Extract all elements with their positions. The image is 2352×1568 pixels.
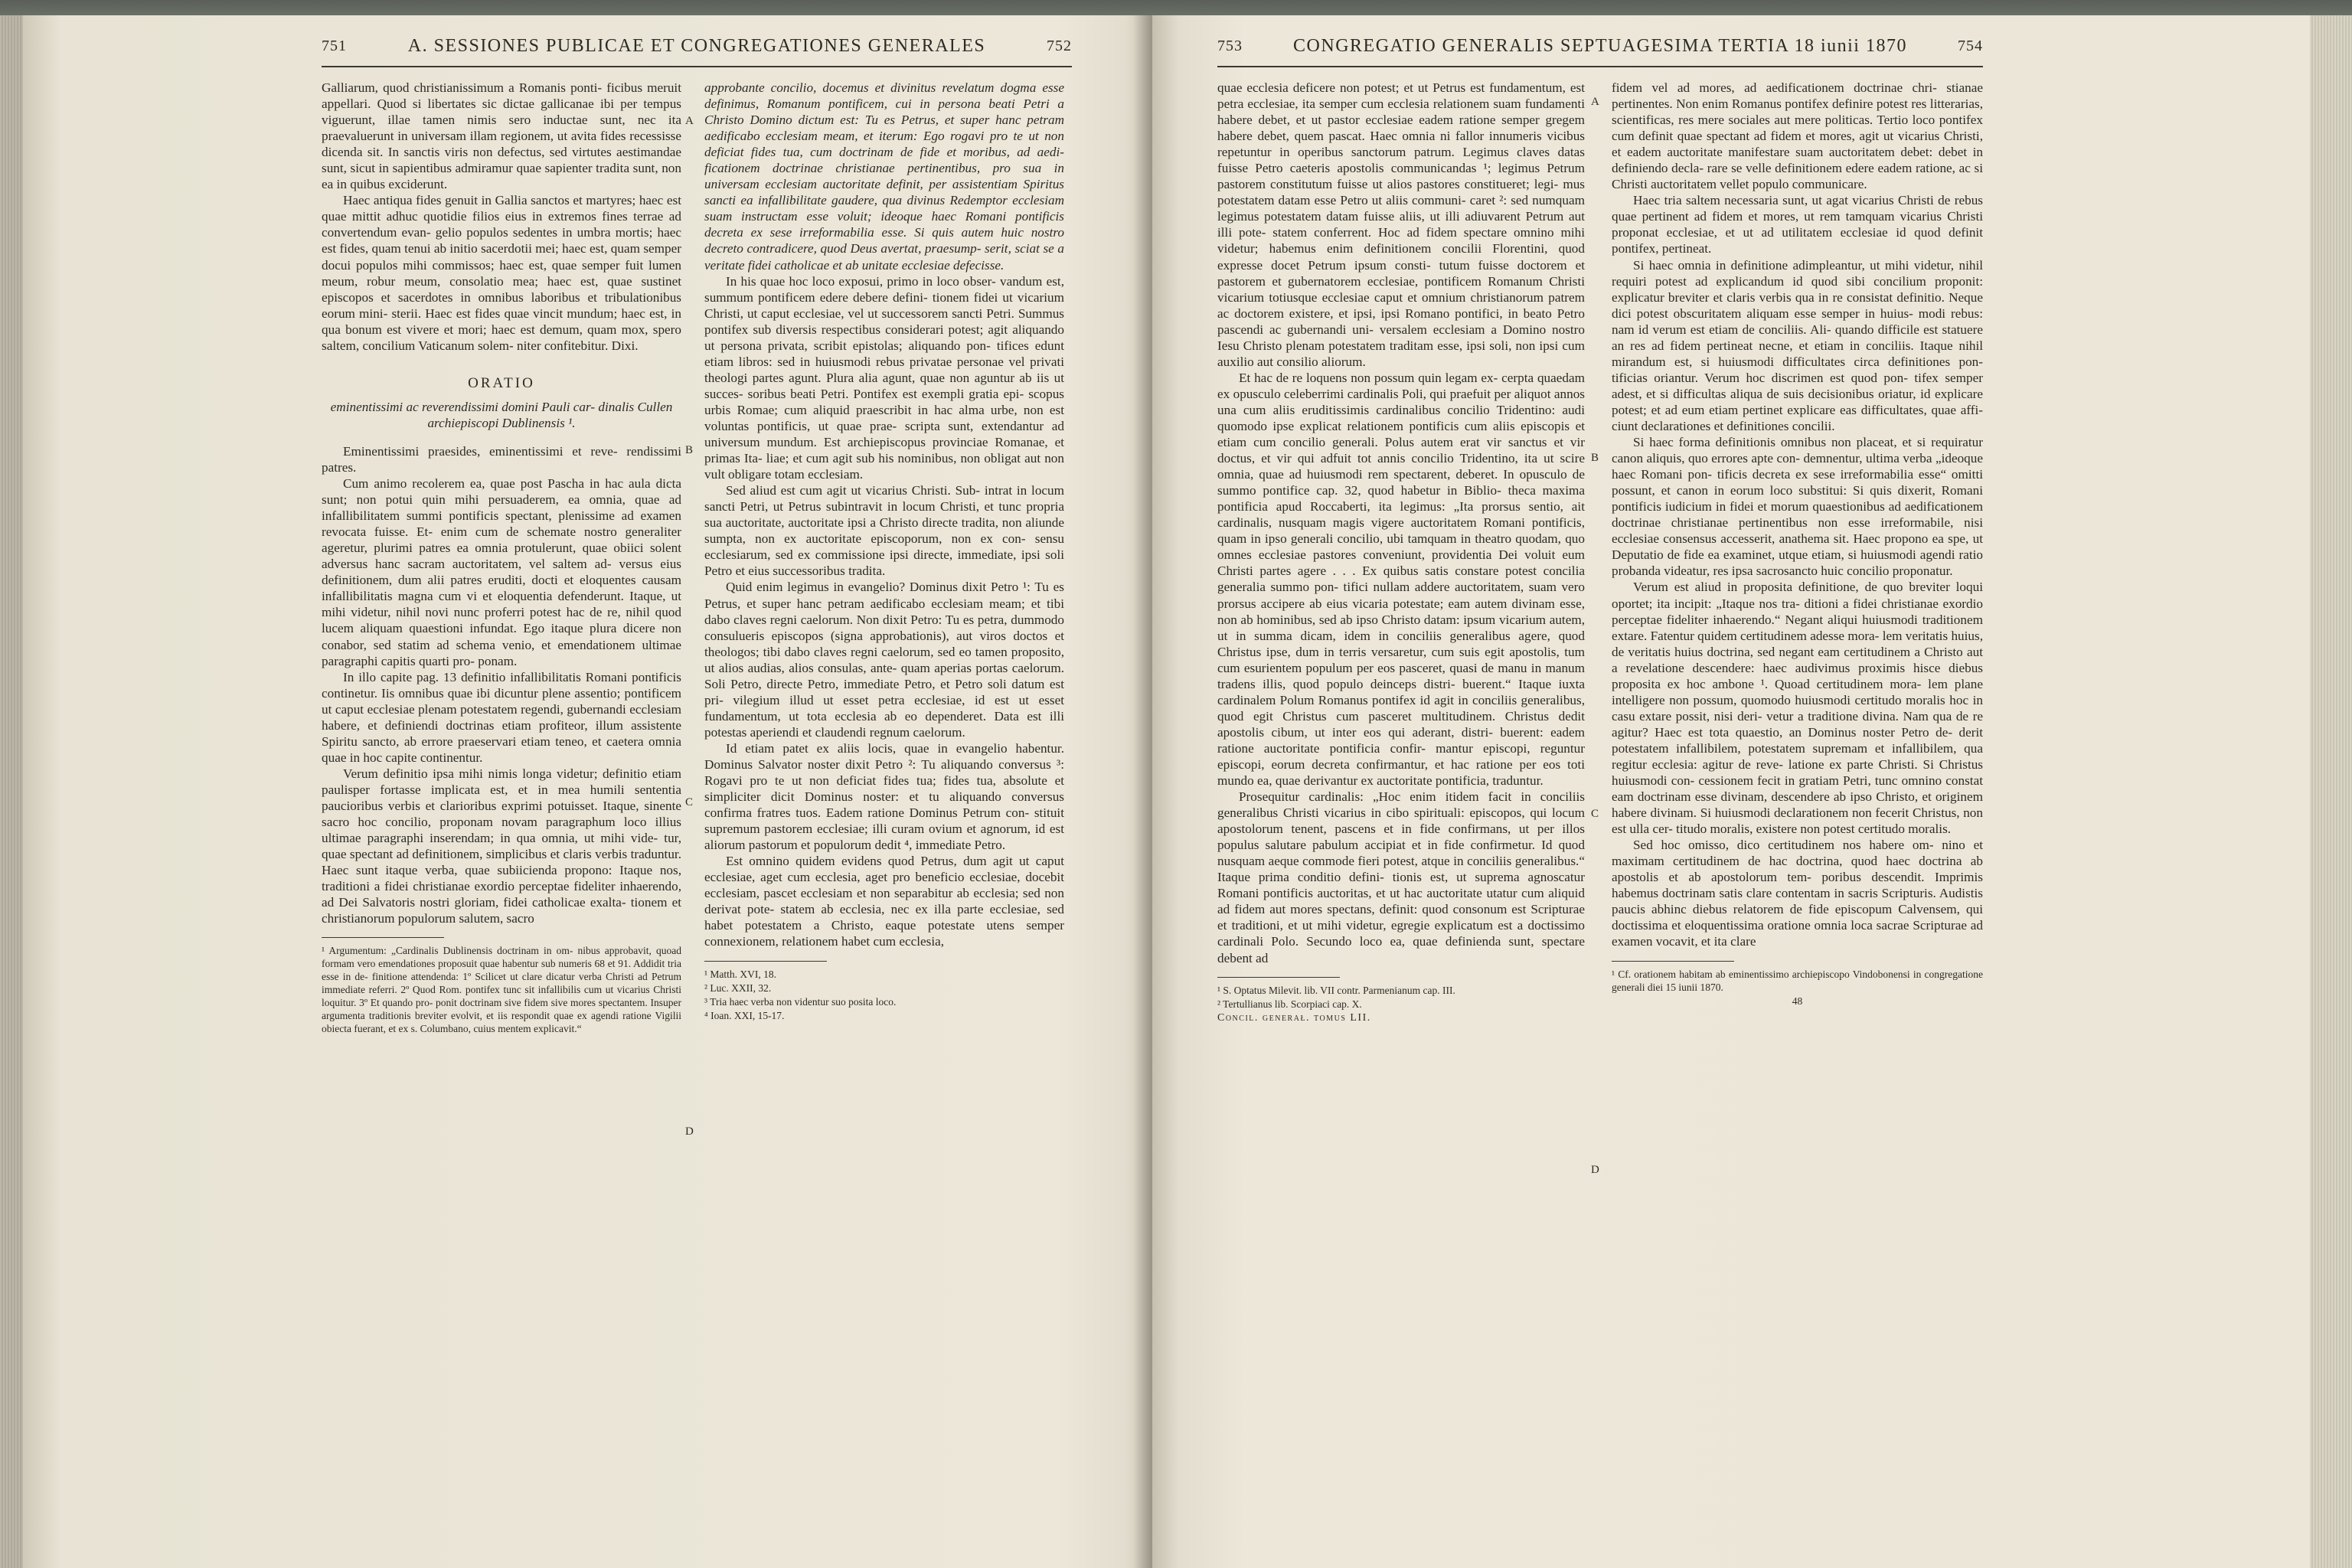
margin-letter-b: B [685,444,694,456]
footnote: ¹ Argumentum: „Cardinalis Dublinensis doctrinam in om- nibus approbavit, quoad formam vero emendationes proposuit quae habentur sub numeris 68 et 91. Addidit tria esse in de- finitione attendenda: 1º Scilicet ut clare dicatur verba Christi ad Petrum immediate referri. 2º Quod Rom. pontifex tunc sit infallibilis cum ut vicarius Christi loquitur. 3º Et quando pro- ponit doctrinam sive fidem sive mores spectantem. Insuper argumenta traditionis breviter evolvit, et iis respondit quae ex agendi ratione Vigilii obiecta fuerant, et ex s. Columbano, cuius mentem explicavit.“ [322,945,681,1035]
signature-mark: Concil. generał. tomus LII. [1217,1011,1371,1024]
paragraph: Haec antiqua fides genuit in Gallia sanctos et martyres; haec est quae mittit adhuc quotidie filios eius in extremos fines terrae ad convertendum evan- gelio populos sedentes in umbra mortis; haec est fides, quam tenui ab initio sacerdotii mei; haec est, quam semper docui populos mihi commissos; haec est, quae semper fuit lumen meum, robur meum, consolatio mea; haec est, quae sustinet episcopos et sacerdotes in omnibus laboribus et tribulationibus eorum mini- sterii. Haec est fides quae vincit mundum; haec est, in qua bonum est vivere et mori; haec est demum, quam mox, spero saltem, concilium Vaticanum solem- niter confitebitur. Dixi. [322,193,681,353]
right-header-rule [1217,66,1983,67]
footnote-rule [1217,977,1340,978]
footnote: ¹ Matth. XVI, 18. [704,968,777,980]
right-column-2 [1612,80,1983,1008]
page-number-753: 753 [1217,37,1243,54]
left-header-title: A. SESSIONES PUBLICAE ET CONGREGATIONES GENERALES [407,35,986,56]
margin-letter-d: D [685,1125,694,1138]
paragraph: Cum animo recolerem ea, quae post Pascha in hac aula dicta sunt; non potui quin mihi persuaderem, ea omnia, quae ad infallibilitatem summi pontificis spectant, plenissime ad examen revocata fuisse. Et- enim cum de schemate nostro generaliter ageretur, plurimi patres ea omnia protulerunt, quae obiici solent adversus hanc sacram auctoritatem, vel saltem ad- versus eius definitionem, dum alii patres eruditi, docti et eloquentes causam infallibilitatis magna cum vi et eloquentia defenderunt. Itaque, ut mihi videtur, nihil novi nunc proferri potest hac de re, nihil quod lucem aliquam quaestioni infundat. Ego itaque plura dicere non conabor, sed statim ad schema venio, et emendationem ultimae paragraphi capitis quarti pro- ponam. [322,476,681,668]
paragraph: Sed aliud est cum agit ut vicarius Christi. Sub- intrat in locum sancti Petri, ut Petrus subintravit in locum Christi, et tunc propria sua auctoritate, auctoritate ipsi a Christo directe tradita, non aliunde sumpta, non ex auctoritate episcoporum, non ex con- sensu ecclesiarum, sed ex commissione ipsi directe, immediate, ipsi soli Petro et eius successoribus tradita. [704,483,1064,579]
margin-letter-c: C [1591,808,1599,820]
footnotes [1612,968,1983,1008]
paragraph: fidem vel ad mores, ad aedificationem doctrinae chri- stianae pertinentes. Non enim Romanus pontifex definire potest res litterarias, scientificas, res mere sociales aut mere politicas. Tertio loco pontifex cum definit quae spectant ad fidem et mores, agit ut vicarius Christi, et eadem auctoritate manifestare suam auctoritatem debet: debet in definiendo decla- rare se velle definitionem edere eadem ratione, ac si Christi auctoritatem vellet populo communicare. [1612,80,1983,192]
left-page-edges [0,15,23,1568]
margin-letter-d: D [1591,1164,1599,1176]
footnotes [322,944,681,1035]
left-column-1 [322,80,681,1036]
paragraph: Haec tria saltem necessaria sunt, ut agat vicarius Christi de rebus quae pertinent ad fidem et mores, ut rem tamquam vicarius Christi proponat ecclesiae, et ut ad utilitatem ecclesiae id quod definit pontifex, pertineat. [1612,193,1983,256]
footnotes [1217,984,1585,1024]
oratio-heading: ORATIO [468,374,535,391]
page-number-751: 751 [322,37,347,54]
footnote: ¹ Cf. orationem habitam ab eminentissimo archiepiscopo Vindobonensi in congregatione generali diei 15 iunii 1870. [1612,968,1983,993]
margin-letter-c: C [685,796,694,808]
margin-letter-b: B [1591,452,1599,464]
right-header-title: CONGREGATIO GENERALIS SEPTUAGESIMA TERTIA 18 iunii 1870 [1293,35,1907,56]
right-column-1 [1217,80,1585,1025]
margin-letter-a: A [1591,96,1599,108]
paragraph: In illo capite pag. 13 definitio infallibilitatis Romani pontificis continetur. Iis omnibus quae ibi dicuntur plene assentio; pontificem ut caput ecclesiae plenam potestatem regendi, gubernandi ecclesiam habere, et definiendi doctrinas etiam profiteor, illum assistente Spiritu sancto, ab errore praeservari etiam teneo, et caetera omnia quae in hoc capite continentur. [322,669,681,765]
paragraph: Galliarum, quod christianissimum a Romanis ponti- ficibus meruit appellari. Quod si libertates sic dictae gallicanae ibi per tempus viguerunt, illae tamen nimis sero inductae sunt, nec ita praevaluerunt in universam illam regionem, ut avita fides recessisse dicenda sit. In sanctis viris non defectus, sed virtutes aestimandae sunt, sicut in sapientibus admiramur quae sapienter tradita sunt, non ea in quibus exciderunt. [322,80,681,192]
left-column-2 [704,80,1064,1023]
paragraph: Verum est aliud in proposita definitione, de quo breviter loqui oportet; ita incipit: „Itaque nos tra- ditioni a fidei christianae exordio perceptae fideliter inhaerendo.“ Negant aliqui huiusmodi traditionem extare. Fatentur quidem certitudinem adesse mora- lem veritatis huius, de veritatis huius doctrina, sed negant eam certitudinem a Christo aut a revelatione descendere: haec audivimus proximis hisce diebus proposita ex hoc ambone ¹. Quoad certitudinem mora- lem plane intelligere non possum, quomodo huiusmodi certitudo moralis hoc in casu extare possit, nisi deri- vetur a traditione divina. Nam qua de re agitur? Haec est tota quaestio, an Dominus noster Petro de- derit potestatem infallibilem, potestatem supremam et infallibilem, qua regitur ecclesia: agitur de reve- latione ex parte Christi. Si Christus huiusmodi con- cessionem fecit in gratiam Petri, tunc omnino constat eam doctrinam esse divinam, descendere ab ipso Christo, et originem habere divinam. Si huiusmodi declarationem non fecerit Christus, non est ulla cer- titudo moralis, existere non potest certitudo moralis. [1612,580,1983,837]
paragraph: Prosequitur cardinalis: „Hoc enim itidem facit in conciliis generalibus Christi vicarius in cibo spirituali: episcopos, qui locum apostolorum tenent, pascens et in fide confirmans, ut per illos populus salutare pabulum accipiat et in fide confirmetur. Id quod nusquam aeque commode fieri potest, atque in conciliis generalibus.“ Itaque prima conditio defini- tionis est, ut suprema agnoscatur Romani pontificis auctoritas, et ut hac auctoritate utatur cum aliquid ad fidem aut mores spectans, definit: quod consonum est Scripturae et traditioni, et ut mihi videtur, egregie explicatum est a doctissimo cardinali Polo. Secundo loco ea, quae definienda sunt, spectare debent ad [1217,789,1585,965]
paragraph: quae ecclesia deficere non potest; et ut Petrus est fundamentum, est petra ecclesiae, ita semper cum ecclesia relationem suam fundamenti habere debet, et ut pastor ecclesiae eadem ratione semper gregem habere debet, quem pascat. Haec omnia ni fallor innumeris vicibus repetuntur in operibus sanctorum patrum. Legimus claves datas fuisse Petro caeteris apostolis communicandas ¹; legimus Petrum pastorem constitutum fuisse ut alios pastores constitueret; legi- mus potestatem datam esse Petro ut aliis communi- caret ²: sed numquam legimus potestatem datam fuisse aliis, ut illi adiuvarent Petrum aut illi pote- statem conferrent. Hoc ad fidem spectare omnino mihi videtur; habemus enim definitionem concilii Florentini, quod expresse docet Petrum ipsum consti- tutum fuisse doctorem et pastorem et gubernatorem ecclesiae, pontificem Romanum Christi vicarium totiusque ecclesiae caput et omnium christianorum patrem ac doctorem existere, et ipsi, ipsi Romano pontifici, in beato Petro pascendi ac gubernandi uni- versalem ecclesiam a Domino nostro Iesu Christo plenam potestatem traditam esse, ipsi soli, non ipsi cum auxilio aut consilio aliorum. [1217,80,1585,369]
footnote: ² Luc. XXII, 32. [704,982,772,994]
footnote: ³ Tria haec verba non videntur suo posita loco. [704,995,897,1008]
margin-letter-a: A [685,115,694,127]
page-number-754: 754 [1958,37,1983,54]
signature-number: 48 [1792,995,1803,1007]
paragraph: Est omnino quidem evidens quod Petrus, dum agit ut caput ecclesiae, aget cum ecclesia, aget pro beneficio ecclesiae, docebit ecclesiam, pascet ecclesiam et non separabitur ab ecclesia; sed non derivat pote- statem ab ecclesia, nec ex illa parte ecclesiae, sed habet potestatem a Christo, eaque potestate utens semper connexionem, relationem habet cum ecclesia, [704,854,1064,949]
footnotes [704,968,1064,1022]
footnote: ¹ S. Optatus Milevit. lib. VII contr. Parmenianum cap. III. [1217,984,1455,996]
footnote: ⁴ Ioan. XXI, 15-17. [704,1009,785,1021]
paragraph: Verum definitio ipsa mihi nimis longa videtur; definitio etiam paulisper fortasse implicata est, et in mea humili sententia paucioribus verbis et clarioribus exprimi potuisset. Itaque, sinente sacro hoc concilio, proponam novam paragraphum loco illius ultimae paragraphi inserendam; in qua omnia, ut mihi vide- tur, quae spectant ad definitionem, simplicibus et claris verbis traduntur. Haec sunt itaque verba, quae subiicienda propono: Itaque nos, traditioni a fidei christianae exordio perceptae fideliter inhaerendo, ad Dei Salvatoris nostri gloriam, fidei catholicae exalta- tionem et christianorum populorum salutem, sacro [322,766,681,926]
paragraph: In his quae hoc loco exposui, primo in loco obser- vandum est, summum pontificem edere debere defini- tionem fidei ut vicarium Christi, ut caput ecclesiae, vel ut successorem sancti Petri. Summus pontifex sub diversis respectibus considerari potest; agit aliquando ut persona privata, scribit epistolas; aliquando pon- tifices edunt etiam libros: sed in huiusmodi rebus privatae personae vel privati theologi partes agunt. Plura alia agunt, quae non aguntur ab iis ut succes- soribus beati Petri. Pontifex est exempli gratia epi- scopus urbis Romae; cum aliquid praescribit in hac alma urbe, non est voluntas pontificis, ut quae prae- scripta sunt, extendantur ad universum mundum. Est archiepiscopus provinciae Romanae, et primas Ita- liae; et cum agit sub his nominibus, non obligat aut non vult obligare totam ecclesiam. [704,273,1064,482]
right-page-edges [2310,15,2352,1568]
paragraph: Sed hoc omisso, dico certitudinem nos habere om- nino et maximam certitudinem de hac doctrina, quod haec doctrina ab apostolis et ab apostolorum tem- poribus descendit. Imprimis habemus doctrinam satis clare contentam in sacris Scripturis. Audistis paucis abhinc diebus relatorem de fide episcopum Calvensem, qui doctissima et eloquentissima oratione omnia loca sacrae Scripturae ad examen vocavit, et ita clare [1612,838,1983,949]
paragraph: Eminentissimi praesides, eminentissimi et reve- rendissimi patres. [322,443,681,475]
left-running-head [322,31,1072,61]
paragraph: Si haec forma definitionis omnibus non placeat, et si requiratur canon aliquis, quo errores apte con- demnentur, ultima verba „ideoque haec Romani pon- tificis decreta ex sese irreformabilia esse“ omitti possunt, et canon in eorum loco substitui: Si quis dixerit, Romani pontificis iudicium in fidei et morum quaestionibus ad aedificationem doctrinae christianae pertinentibus non esse irreformabile, nisi ecclesiae consensus accesserit, anathema sit. Haec propono ea spe, ut Deputatio de fide ea examinet, utque etiam, si huiusmodi agendi ratio probanda videatur, res ipsa sacrosancto huic concilio proponatur. [1612,435,1983,579]
footnote-rule [704,961,827,962]
page-number-752: 752 [1046,37,1072,54]
paragraph: approbante concilio, docemus et divinitus revelatum dogma esse definimus, Romanum pontificem, cui in persona beati Petri a Christo Domino dictum est: Tu es Petrus, et super hanc petram aedificabo ecclesiam meam, et iterum: Ego rogavi pro te ut non deficiat fides tua, cum doctrinam de fide et moribus, ad aedi- ficationem doctrinae christianae pertinentibus, pro sua in universam ecclesiam auctoritate definit, per assistentiam Spiritus sancti ea infallibilitate gaudere, qua divinus Redemptor ecclesiam suam instructam esse voluit; ideoque haec Romani pontificis decreta ex sese irreformabilia esse. Si quis autem huic nostro decreto contradicere, quod Deus avertat, praesump- serit, sciat se a veritate fidei catholicae et ab unitate ecclesiae defecisse. [704,80,1064,273]
footnote-rule [1612,961,1734,962]
right-running-head [1217,31,1983,61]
left-header-rule [322,66,1072,67]
oratio-subtitle: eminentissimi ac reverendissimi domini Pauli car- dinalis Cullen archiepiscopi Dublinensis ¹. [330,399,673,430]
footnote-rule [322,937,444,938]
paragraph: Id etiam patet ex aliis locis, quae in evangelio habentur. Dominus Salvator noster dixit Petro ²: Tu aliquando conversus ³: Rogavi pro te ut non deficiat fides tua; fides tua, absolute et simpliciter dicit Dominus noster: et tu aliquando conversus confirma fratres tuos. Eadem ratione Dominus Petrum con- stituit supremum pastorem ecclesiae; illi curam ovium et agnorum, id est aliorum pastorum et populorum dedit ⁴, immediate Petro. [704,740,1064,853]
paragraph: Si haec omnia in definitione adimpleantur, ut mihi videtur, nihil requiri potest ad explicandum id quod sibi concilium proponit: explicatur breviter et claris verbis qua in re consistat definitio. Neque dici potest obscuritatem aliquam esse semper in huius- modi rebus: nam id verum est etiam de conciliis. Ali- quando difficile est statuere an res ad fidem pertineat necne, et etiam in conciliis. Itaque nihil mirandum est, si huiusmodi difficultates circa definitiones pon- tificias oriantur. Verum hoc discrimen est quod pon- tifex semper adest, et si difficultas aliqua de suis decisionibus oriatur, id explicare potest; et ad eum etiam pertinet explicare eas difficultates, quae affi- ciunt declarationes et definitiones concilii. [1612,257,1983,433]
paragraph: Quid enim legimus in evangelio? Dominus dixit Petro ¹: Tu es Petrus, et super hanc petram aedificabo ecclesiam meam; et tibi dabo claves regni caelorum. Non dixit Petro: Tu es petra, dummodo consulueris episcopos (signa approbationis), aut viros doctos et theologos; tibi dabo claves regni caelorum, sed eo tamen proposito, ut alios audias, alios consulas, ante- quam aperias portas caelorum. Soli Petro, directe Petro, immediate Petro, et Petro soli datum est pri- vilegium illud ut esset petra ecclesiae, id est ut esset fundamentum, ut tota ecclesia ab eo dependeret. Data est illi potestas aperiendi et claudendi regnum caelorum. [704,580,1064,740]
footnote: ² Tertullianus lib. Scorpiaci cap. X. [1217,998,1362,1010]
paragraph: Et hac de re loquens non possum quin legam ex- cerpta quaedam ex opusculo celeberrimi cardinalis Poli, qui praefuit per aliquot annos una cum aliis eruditissimis cardinalibus concilio Tridentino: audi quomodo ipse explicat relationem pontificis cum aliis episcopis et etiam cum concilio generali. Polus autem erat vir sanctus et vir doctus, et vir qui adfuit tot annis concilio Tridentino, ita ut scire omnia, quae ad huiusmodi rem spectarent, deberet. In opusculo de summo pontifice cap. 32, quod habetur in Biblio- theca maxima pontificia apud Roccaberti, ita legimus: „Ita prorsus sentio, ait cardinalis, nusquam magis vigere auctoritatem Romani pontificis, quam in ipso generali concilio, ubi tamquam in theatro quodam, quo omnes ecclesiae pastores conveniunt, providentia Dei voluit eum Christi partes agere . . . Ex quibus satis constare potest concilia generalia summo pon- tifici nullam addere auctoritatem, suam vero prorsus accipere ab eius vicaria potestate; eam autem divinam esse, non ab hominibus, sed ab ipso Christo datam: ipsum vicarium autem, ut in summa dicam, idem in conciliis generalibus agere, quod Christus ipse, dum in terris versaretur, cum suis egit apostolis, tum cum esurientem populum per eos pasceret, quasi de manu in manum tradens illis, quod populo deinceps distri- buerent.“ Itaque iuxta cardinalem Polum Romanus pontifex id agit in conciliis generalibus, quod egit Christus cum pasceret multitudinem. Christus dedit apostolis cibum, ut inter eos qui aderant, distri- buerent: eadem ratione auctoritate pontificia confir- mantur episcopi, reguntur episcopi, eorum decreta confirmantur, et hac ratione per eos toti mundo ea, quae derivantur ex auctoritate pontificia, traduntur. [1217,370,1585,789]
